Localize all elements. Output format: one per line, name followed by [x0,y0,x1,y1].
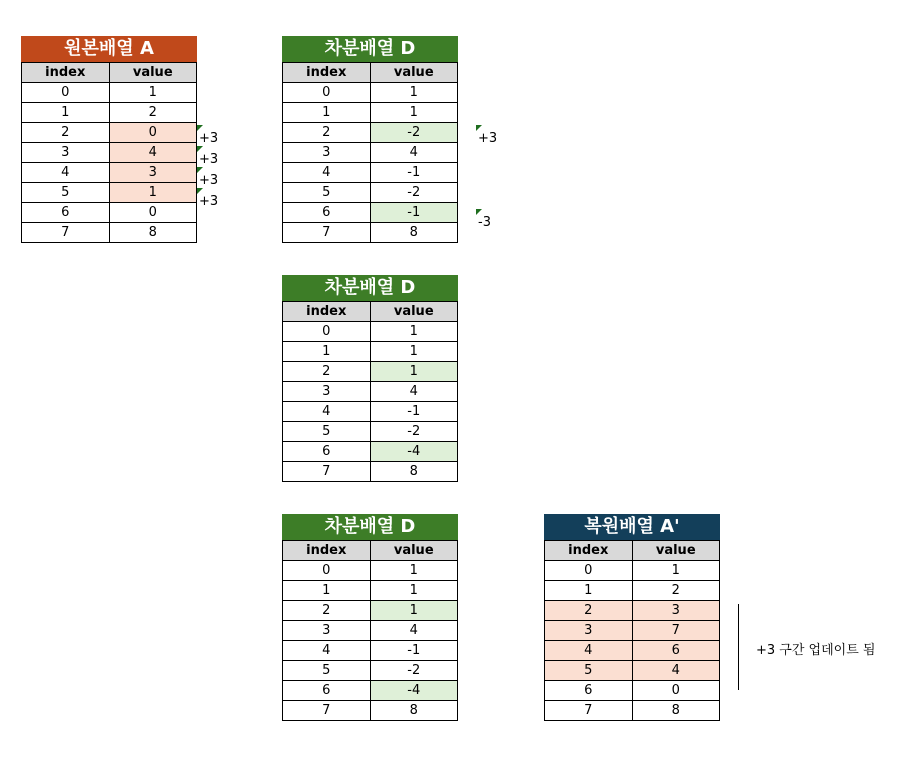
table-row [283,561,458,581]
value-cell: 3 [109,163,197,183]
table-row [283,442,458,462]
value-cell: 8 [370,223,458,243]
value-cell: 1 [370,362,458,382]
value-cell: -1 [370,203,458,223]
table-diff-d-3 [282,514,458,721]
value-cell: 1 [370,83,458,103]
table-row [283,382,458,402]
value-cell: 1 [370,322,458,342]
index-cell: 7 [283,701,371,721]
table-title: 원본배열 A [21,36,197,62]
header-row [283,541,458,561]
column-header: value [632,541,720,561]
index-cell: 5 [545,661,633,681]
index-cell: 0 [283,561,371,581]
index-cell: 5 [283,422,371,442]
index-cell: 7 [545,701,633,721]
table-title: 차분배열 D [282,36,458,62]
index-cell: 1 [283,342,371,362]
column-header: index [22,63,110,83]
table-row [283,103,458,123]
comment-note [478,215,491,230]
table-row [22,183,197,203]
value-cell: 1 [370,581,458,601]
value-cell: 8 [370,701,458,721]
comment-note [478,131,497,146]
value-cell: 1 [370,342,458,362]
value-cell: -2 [370,422,458,442]
table-row [283,422,458,442]
column-header: value [370,302,458,322]
data-table [282,540,458,721]
header-row [22,63,197,83]
index-cell: 3 [545,621,633,641]
table-row [22,103,197,123]
index-cell: 0 [22,83,110,103]
comment-note [199,173,218,188]
table-row [545,641,720,661]
index-cell: 2 [545,601,633,621]
comment-marker-icon [476,125,482,131]
note-text: +3 [199,131,219,146]
value-cell: 8 [370,462,458,482]
header-row [283,63,458,83]
value-cell: 1 [370,103,458,123]
comment-note [199,152,218,167]
value-cell: 4 [370,143,458,163]
table-row [283,462,458,482]
value-cell: -2 [370,123,458,143]
value-cell: -1 [370,641,458,661]
note-text: +3 [199,152,219,167]
index-cell: 0 [283,322,371,342]
index-cell: 2 [283,123,371,143]
range-update-label: +3 구간 업데이트 됨 [756,643,876,658]
value-cell: 8 [632,701,720,721]
table-row [283,601,458,621]
column-header: index [545,541,633,561]
table-row [283,362,458,382]
index-cell: 7 [283,462,371,482]
comment-marker-icon [197,125,203,131]
table-row [283,641,458,661]
index-cell: 4 [283,641,371,661]
index-cell: 4 [22,163,110,183]
data-table [282,62,458,243]
index-cell: 5 [22,183,110,203]
table-row [22,123,197,143]
value-cell: 0 [109,123,197,143]
table-original-a [21,36,197,243]
data-table [544,540,720,721]
value-cell: 1 [109,83,197,103]
table-title: 차분배열 D [282,275,458,301]
value-cell: -1 [370,163,458,183]
index-cell: 2 [22,123,110,143]
index-cell: 1 [545,581,633,601]
column-header: value [370,541,458,561]
table-row [283,661,458,681]
column-header: index [283,63,371,83]
note-text: +3 [478,131,498,146]
table-row [22,203,197,223]
index-cell: 2 [283,601,371,621]
table-row [283,322,458,342]
comment-note [199,194,218,209]
table-row [22,163,197,183]
index-cell: 7 [22,223,110,243]
table-row [545,581,720,601]
table-row [283,402,458,422]
value-cell: 7 [632,621,720,641]
table-title: 복원배열 A' [544,514,720,540]
index-cell: 4 [283,163,371,183]
index-cell: 0 [283,83,371,103]
table-row [545,601,720,621]
data-table [21,62,197,243]
note-text: -3 [478,215,491,230]
value-cell: 2 [109,103,197,123]
index-cell: 6 [283,442,371,462]
value-cell: -1 [370,402,458,422]
table-row [283,681,458,701]
column-header: value [370,63,458,83]
value-cell: 1 [109,183,197,203]
data-table [282,301,458,482]
table-row [283,83,458,103]
value-cell: -4 [370,442,458,462]
value-cell: 4 [370,382,458,402]
table-row [545,561,720,581]
table-row [283,342,458,362]
column-header: index [283,302,371,322]
comment-marker-icon [197,188,203,194]
value-cell: 2 [632,581,720,601]
table-title: 차분배열 D [282,514,458,540]
table-row [545,681,720,701]
index-cell: 1 [283,581,371,601]
index-cell: 0 [545,561,633,581]
index-cell: 1 [283,103,371,123]
index-cell: 6 [545,681,633,701]
table-row [283,223,458,243]
value-cell: 4 [370,621,458,641]
index-cell: 3 [283,143,371,163]
index-cell: 5 [283,661,371,681]
value-cell: 4 [109,143,197,163]
index-cell: 3 [22,143,110,163]
table-diff-d-2 [282,275,458,482]
value-cell: 1 [370,601,458,621]
index-cell: 4 [545,641,633,661]
table-row [283,183,458,203]
table-row [22,223,197,243]
index-cell: 6 [22,203,110,223]
value-cell: 1 [370,561,458,581]
note-text: +3 [199,173,219,188]
column-header: index [283,541,371,561]
index-cell: 3 [283,382,371,402]
table-row [283,203,458,223]
value-cell: -2 [370,183,458,203]
index-cell: 2 [283,362,371,382]
table-row [22,143,197,163]
comment-marker-icon [476,209,482,215]
table-row [283,123,458,143]
table-row [283,701,458,721]
value-cell: 3 [632,601,720,621]
index-cell: 7 [283,223,371,243]
value-cell: 8 [109,223,197,243]
comment-marker-icon [197,146,203,152]
table-restored-a [544,514,720,721]
index-cell: 4 [283,402,371,422]
table-row [545,621,720,641]
value-cell: 6 [632,641,720,661]
value-cell: 1 [632,561,720,581]
index-cell: 6 [283,681,371,701]
value-cell: 4 [632,661,720,681]
value-cell: 0 [109,203,197,223]
index-cell: 1 [22,103,110,123]
comment-note [199,131,218,146]
table-row [545,661,720,681]
range-bracket-line [738,604,739,690]
table-row [22,83,197,103]
value-cell: -2 [370,661,458,681]
index-cell: 6 [283,203,371,223]
table-row [283,621,458,641]
note-text: +3 [199,194,219,209]
value-cell: 0 [632,681,720,701]
table-row [283,163,458,183]
table-diff-d-1 [282,36,458,243]
index-cell: 3 [283,621,371,641]
column-header: value [109,63,197,83]
value-cell: -4 [370,681,458,701]
table-row [283,143,458,163]
index-cell: 5 [283,183,371,203]
table-row [545,701,720,721]
table-row [283,581,458,601]
comment-marker-icon [197,167,203,173]
header-row [545,541,720,561]
header-row [283,302,458,322]
